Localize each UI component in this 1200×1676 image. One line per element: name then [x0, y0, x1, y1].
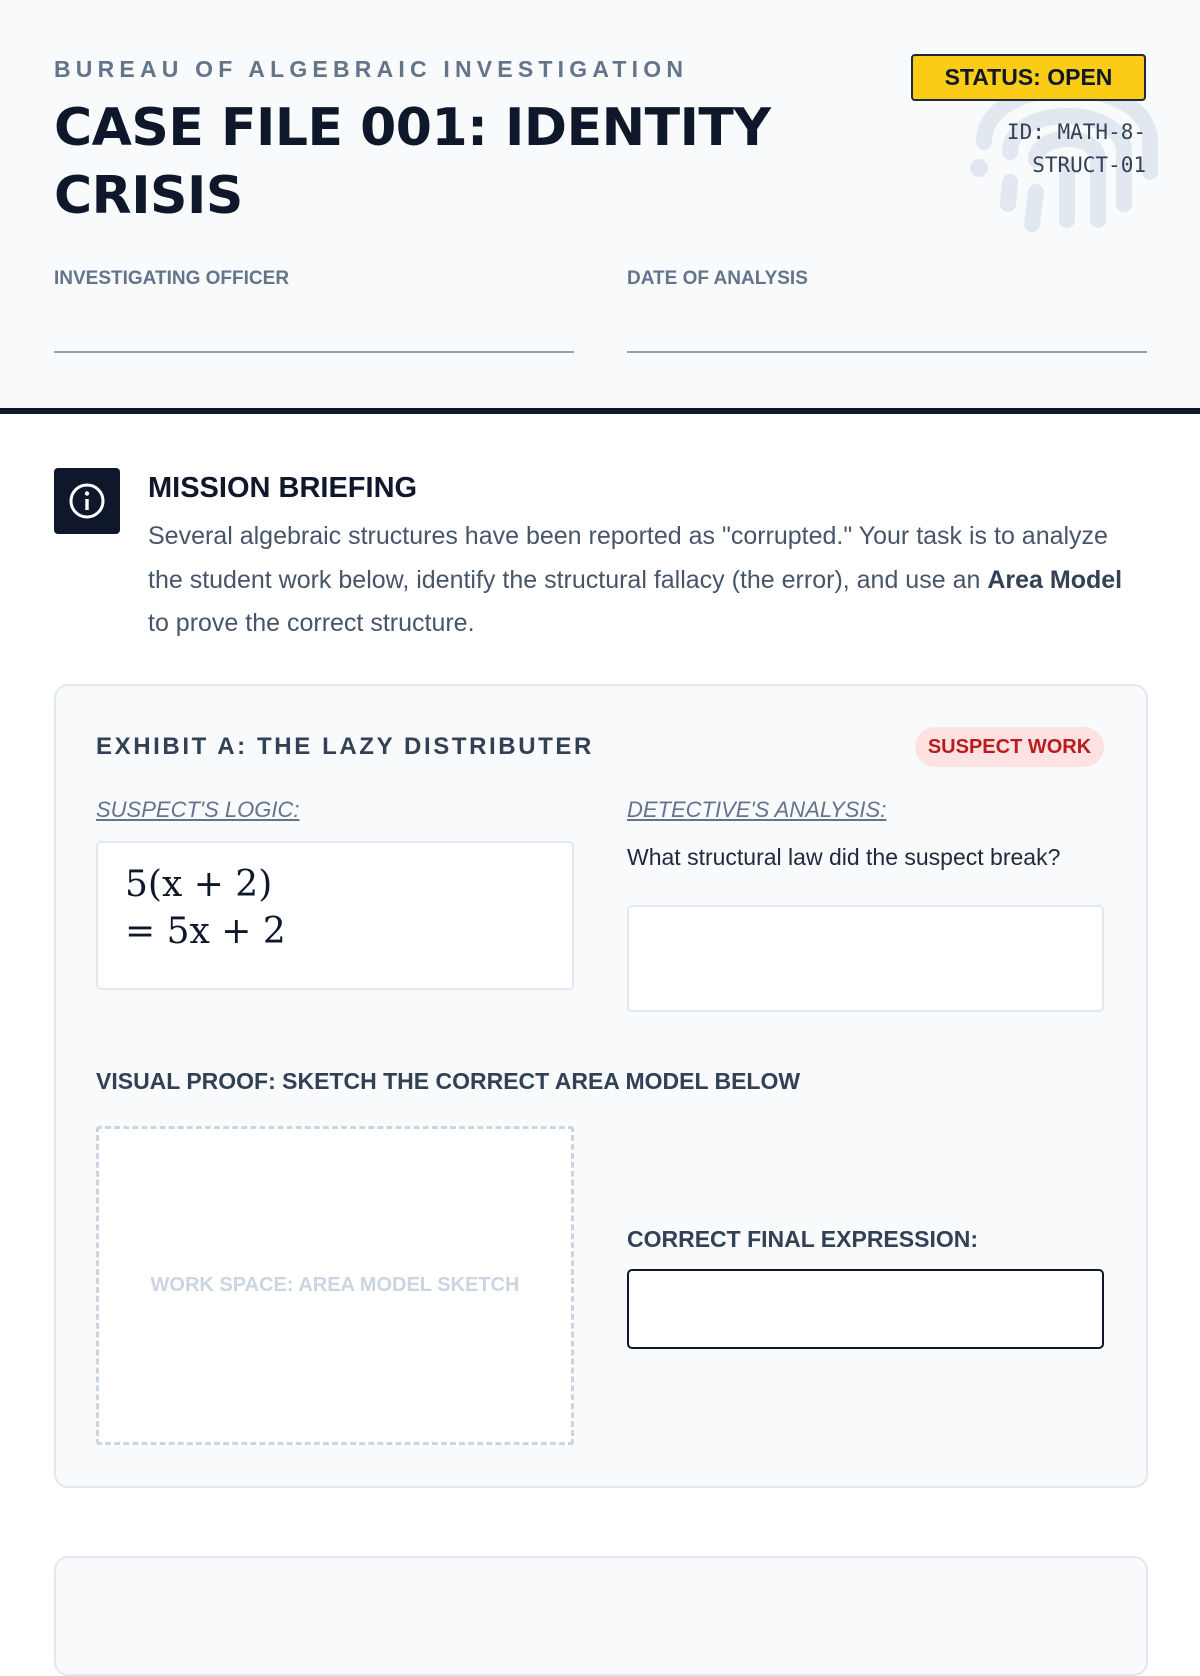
analysis-label: DETECTIVE'S ANALYSIS: — [627, 797, 887, 822]
final-expression-label: CORRECT FINAL EXPRESSION: — [627, 1226, 978, 1252]
workspace-label: WORK SPACE: AREA MODEL SKETCH — [150, 1274, 520, 1296]
briefing-title: MISSION BRIEFING — [148, 472, 418, 504]
exhibit-b-card — [54, 1556, 1148, 1676]
header-divider — [0, 408, 1200, 414]
bureau-name: BUREAU OF ALGEBRAIC INVESTIGATION — [54, 56, 689, 82]
final-expression-field[interactable] — [627, 1269, 1104, 1349]
analysis-answer-field[interactable] — [627, 905, 1104, 1012]
date-underline — [627, 351, 1147, 353]
case-id: ID: MATH-8-STRUCT-01 — [1006, 120, 1146, 177]
math-line-2: = 5x + 2 — [125, 911, 286, 952]
officer-underline — [54, 351, 574, 353]
suspect-work-badge: SUSPECT WORK — [915, 727, 1104, 767]
math-line-1: 5(x + 2) — [125, 864, 273, 905]
exhibit-title: EXHIBIT A: THE LAZY DISTRIBUTER — [96, 733, 594, 760]
officer-label: INVESTIGATING OFFICER — [54, 268, 290, 289]
suspect-logic-label: SUSPECT'S LOGIC: — [96, 797, 300, 822]
date-field[interactable] — [627, 300, 1147, 348]
info-icon — [54, 468, 120, 534]
analysis-question: What structural law did the suspect break? — [627, 844, 1061, 870]
status-badge: STATUS: OPEN — [911, 54, 1146, 101]
briefing-text: Several algebraic structures have been reported as "corrupted." Your task is to analyze the student work below, identify the structural fallacy (the error), and use an Area Model to prove the correct structure. — [148, 522, 1123, 637]
visual-proof-label: VISUAL PROOF: SKETCH THE CORRECT AREA MODEL BELOW — [96, 1068, 801, 1094]
date-label: DATE OF ANALYSIS — [627, 268, 808, 289]
area-model-workspace[interactable] — [96, 1126, 574, 1445]
page-title: CASE FILE 001: IDENTITY CRISIS — [54, 98, 771, 226]
officer-field[interactable] — [54, 300, 574, 348]
